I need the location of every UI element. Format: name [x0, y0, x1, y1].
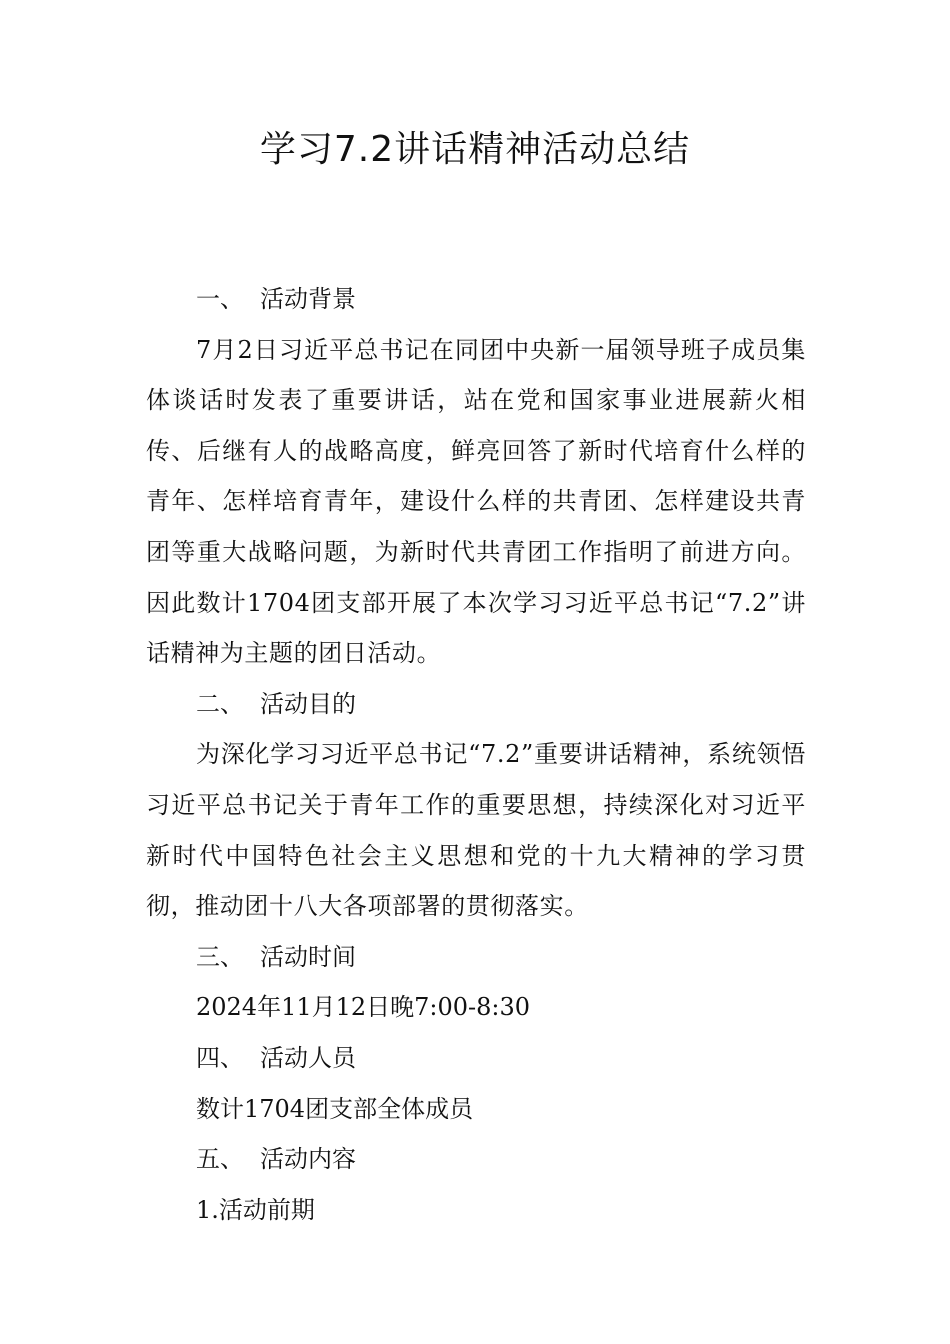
background-paragraph: 7月2日习近平总书记在同团中央新一届领导班子成员集体谈话时发表了重要讲话，站在党和国家事业进展薪火相传、后继有人的战略高度，鲜亮回答了新时代培育什么样的青年、怎样培育青年，建设什么样的共青团、怎样建设共青团等重大战略问题，为新时代共青团工作指明了前进方向。因此数计1704团支部开展了本次学习习近平总书记“7.2”讲话精神为主题的团日活动。 [146, 335, 806, 668]
purpose-paragraph: 为深化学习习近平总书记“7.2”重要讲话精神，系统领悟习近平总书记关于青年工作的重要思想，持续深化对习近平新时代中国特色社会主义思想和党的十九大精神的学习贯彻，推动团十八大各项部署的贯彻落实。 [146, 740, 806, 921]
content-subheading: 1.活动前期 [196, 1195, 315, 1224]
section-number: 二、 [196, 689, 244, 718]
activity-time-line: 2024年11月12日晚7:00-8:30 [196, 993, 531, 1022]
document-title: 学习7.2讲话精神活动总结 [259, 129, 691, 170]
section-heading-text: 活动内容 [260, 1145, 356, 1174]
section-heading-background [146, 274, 806, 325]
section-heading-text: 活动目的 [260, 689, 356, 718]
section-number: 三、 [196, 942, 244, 971]
section-number: 一、 [196, 285, 244, 313]
section-heading-content [146, 1134, 806, 1185]
section-heading-text: 活动背景 [260, 285, 356, 313]
section-heading-participants [146, 1033, 806, 1084]
section-number: 五、 [196, 1145, 244, 1174]
document-body [146, 274, 806, 1235]
section-heading-time [146, 932, 806, 983]
section-heading-text: 活动时间 [260, 942, 356, 971]
section-heading-purpose [146, 679, 806, 730]
section-heading-text: 活动人员 [260, 1043, 356, 1072]
section-number: 四、 [196, 1043, 244, 1072]
participants-line: 数计1704团支部全体成员 [196, 1094, 474, 1123]
